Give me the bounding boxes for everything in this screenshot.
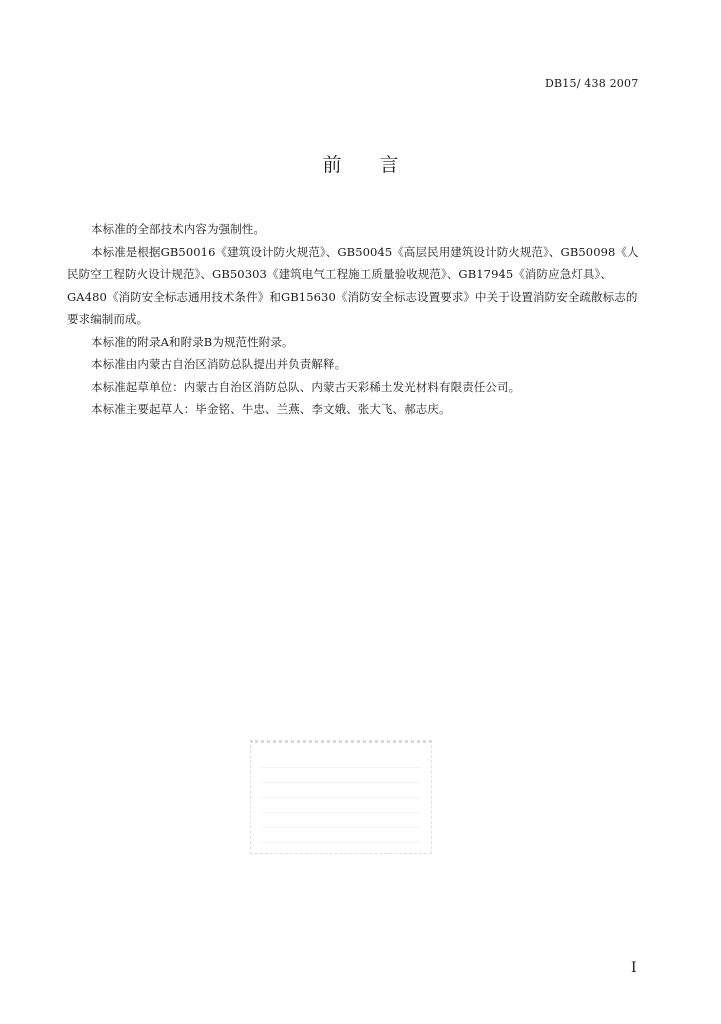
page-number: I (631, 960, 637, 976)
paragraph-proposer: 本标准由内蒙古自治区消防总队提出并负责解释。 (91, 357, 347, 371)
paragraph-basis: 本标准是根据GB50016《建筑设计防火规范》、GB50045《高层民用建筑设计防火规范》、GB50098《人民防空工程防火设计规范》、GB50303《建筑电气工程施工质量验收规范》、GB17945《消防应急灯具》、GA480《消防安全标志通用技术条件》和GB15630《消防安全标志设置要求》中关于设置消防安全疏散标志的要求编制而成。 (67, 244, 639, 326)
page-title: 前言 (322, 154, 437, 176)
paragraph-drafting-units: 本标准起草单位：内蒙古自治区消防总队、内蒙古天彩稀土发光材料有限责任公司。 (91, 379, 521, 394)
preface-body (67, 218, 647, 421)
paragraph-drafters: 本标准主要起草人：毕金铭、牛忠、兰燕、李文娥、张大飞、郝志庆。 (91, 402, 451, 416)
document-code: DB15/ 438 2007 (545, 77, 639, 90)
paragraph-mandatory: 本标准的全部技术内容为强制性。 (91, 222, 265, 236)
paragraph-appendix: 本标准的附录A和附录B为规范性附录。 (91, 334, 294, 349)
faded-stamp (250, 740, 432, 854)
stamp-texture (261, 753, 421, 843)
